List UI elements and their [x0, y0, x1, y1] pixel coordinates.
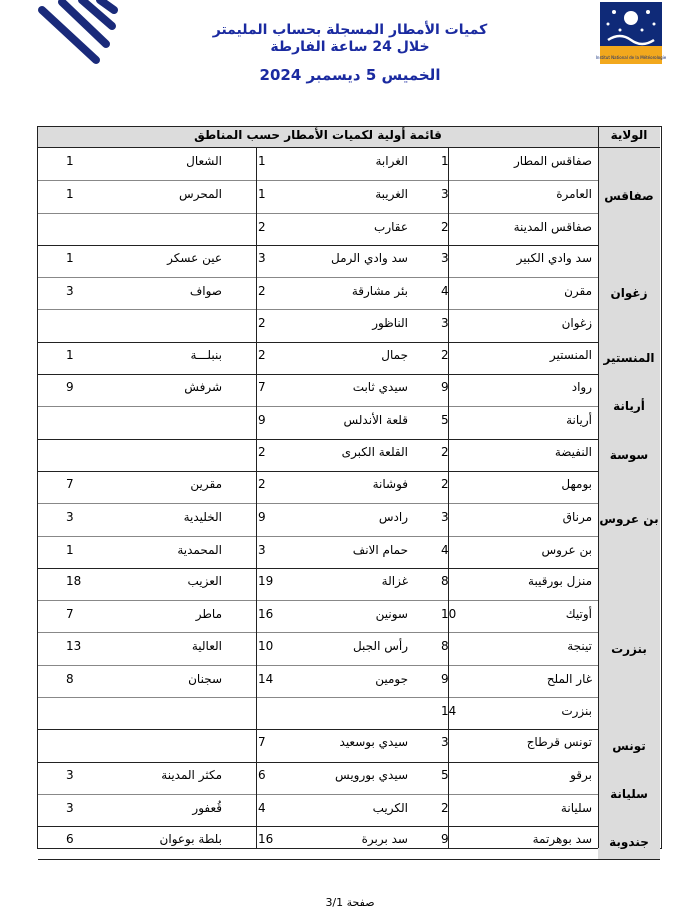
rainfall-value: 10 — [441, 607, 457, 622]
rainfall-value: 3 — [66, 510, 74, 525]
station-name: الغريبة — [375, 187, 408, 202]
page-number: صفحة 3/1 — [325, 896, 375, 909]
rainfall-value: 3 — [441, 735, 449, 750]
station-name: رادس — [378, 510, 408, 525]
rainfall-value: 7 — [66, 477, 74, 491]
rainfall-value: 3 — [66, 284, 74, 299]
governorate-group — [38, 826, 660, 859]
governorate-group — [38, 374, 660, 440]
governorate-group — [38, 729, 660, 762]
governorate-name: صفاقس — [598, 148, 660, 245]
governorate-name: المنستير — [598, 342, 660, 374]
title-line-1: كميات الأمطار المسجلة بحساب المليمتر — [212, 22, 488, 38]
table-row — [38, 794, 598, 827]
rainfall-value: 7 — [66, 607, 74, 622]
station-name: غار الملح — [546, 671, 592, 686]
station-name: العامرة — [556, 187, 592, 202]
governorate-name: جندوبة — [598, 826, 660, 858]
station-name: القلعة الكبرى — [341, 444, 408, 459]
station-name: المحرس — [179, 187, 222, 202]
station-name: زغوان — [561, 316, 592, 331]
station-name: مقرن — [564, 284, 592, 299]
rainfall-value: 8 — [441, 573, 449, 588]
rainfall-value: 2 — [441, 477, 449, 491]
rainfall-value: 2 — [258, 219, 266, 234]
report-date: الخميس 5 ديسمبر 2024 — [259, 66, 441, 84]
rainfall-value: 8 — [66, 671, 74, 686]
station-name: منزل بورقيبة — [528, 573, 592, 588]
table-row — [38, 826, 598, 858]
station-name: تينجة — [567, 639, 592, 654]
rainfall-value: 4 — [441, 284, 449, 299]
station-name: صواف — [189, 284, 222, 299]
table-row — [38, 374, 598, 406]
station-name: عقارب — [374, 219, 408, 234]
table-row — [38, 568, 598, 600]
station-name: أوتيك — [565, 607, 592, 622]
station-name: جومين — [375, 671, 408, 686]
governorate-name: سوسة — [598, 439, 660, 471]
station-name: رأس الجبل — [352, 639, 408, 654]
station-name: المنستير — [549, 347, 592, 362]
station-name: مقرين — [190, 477, 222, 491]
rainfall-value: 3 — [258, 250, 266, 265]
rainfall-value: 9 — [258, 510, 266, 525]
table-row — [38, 245, 598, 277]
station-name: بومهل — [561, 477, 592, 491]
inm-logo — [595, 2, 667, 64]
station-name: أريانة — [566, 413, 592, 428]
rainfall-value: 2 — [441, 800, 449, 815]
rainfall-value: 10 — [258, 639, 274, 654]
governorate-group — [38, 439, 660, 472]
station-name: بنزرت — [561, 704, 592, 719]
station-name: سد بربرة — [361, 832, 408, 847]
table-row — [38, 439, 598, 471]
rainfall-table — [37, 126, 662, 849]
governorate-group — [38, 342, 660, 375]
rainfall-value: 3 — [258, 542, 266, 557]
rainfall-value: 2 — [258, 347, 266, 362]
rainfall-value: 2 — [441, 444, 449, 459]
governorate-group — [38, 568, 660, 731]
table-row — [38, 600, 598, 633]
station-name: سليانة — [560, 800, 592, 815]
table-row — [38, 536, 598, 569]
governorate-name: سليانة — [598, 762, 660, 827]
governorate-name: بن عروس — [598, 471, 660, 568]
station-name: سيدي بورويس — [335, 767, 408, 782]
table-row — [38, 729, 598, 761]
station-name: العالية — [191, 639, 222, 654]
rainfall-value: 1 — [258, 187, 266, 202]
rainfall-value: 5 — [441, 413, 449, 428]
governorate-name: زغوان — [598, 245, 660, 342]
rainfall-value: 2 — [258, 284, 266, 299]
table-row — [38, 148, 598, 180]
station-name: بنبلـــة — [190, 347, 222, 362]
governorate-group — [38, 245, 660, 343]
table-caption: قائمة أولية لكميات الأمطار حسب المناطق — [194, 128, 442, 142]
table-row — [38, 632, 598, 665]
station-name: مكثر المدينة — [161, 767, 222, 782]
station-name: سيدي بوسعيد — [339, 735, 408, 750]
rainfall-value: 16 — [258, 607, 274, 622]
rainfall-value: 18 — [66, 573, 82, 588]
rainfall-value: 4 — [441, 542, 449, 557]
rainfall-value: 2 — [258, 316, 266, 331]
rainfall-value: 1 — [66, 542, 74, 557]
col-divider-governorate — [598, 127, 599, 848]
station-name: غزالة — [381, 573, 408, 588]
station-name: النفيضة — [554, 444, 592, 459]
governorate-group — [38, 762, 660, 828]
station-name: الناظور — [372, 316, 408, 331]
rainfall-value: 1 — [66, 347, 74, 362]
governorate-name: تونس — [598, 729, 660, 761]
station-name: العزيب — [187, 573, 222, 588]
rainfall-value: 19 — [258, 573, 274, 588]
rainfall-value: 3 — [66, 800, 74, 815]
station-name: بن عروس — [541, 542, 592, 557]
table-row — [38, 213, 598, 246]
rainfall-value: 3 — [66, 767, 74, 782]
rainfall-value: 8 — [441, 639, 449, 654]
rainfall-value: 4 — [258, 800, 266, 815]
station-name: سونين — [375, 607, 408, 622]
station-name: بئر مشارقة — [351, 284, 408, 299]
table-row — [38, 342, 598, 374]
station-name: سيدي ثابت — [352, 380, 408, 395]
rainfall-value: 13 — [66, 639, 82, 654]
rainfall-value: 9 — [258, 413, 266, 428]
station-name: المحمدية — [177, 542, 222, 557]
col-divider-block1 — [448, 148, 449, 848]
rainfall-value: 16 — [258, 832, 274, 847]
table-row — [38, 762, 598, 794]
station-name: قُعفور — [192, 800, 222, 815]
station-name: شرفش — [184, 380, 222, 395]
rainfall-value: 2 — [441, 219, 449, 234]
station-name: فوشانة — [372, 477, 408, 491]
governorate-group — [38, 471, 660, 569]
rainfall-value: 6 — [66, 832, 74, 847]
station-name: بلطة بوعوان — [159, 832, 222, 847]
station-name: الكريب — [372, 800, 408, 815]
station-name: صفاقس المطار — [514, 154, 592, 168]
station-name: تونس قرطاج — [526, 735, 592, 750]
diagonal-stripes-logo — [36, 0, 116, 66]
rainfall-value: 14 — [441, 704, 457, 719]
station-name: سد وادي الكبير — [516, 250, 592, 265]
rainfall-value: 7 — [258, 735, 266, 750]
table-row — [38, 697, 598, 730]
rainfall-value: 6 — [258, 767, 266, 782]
station-name: ماطر — [195, 607, 222, 622]
rainfall-value: 9 — [441, 671, 449, 686]
rainfall-value: 2 — [441, 347, 449, 362]
governorate-group — [38, 148, 660, 246]
rainfall-value: 5 — [441, 767, 449, 782]
station-name: صفاقس المدينة — [513, 219, 592, 234]
table-header — [38, 127, 660, 148]
station-name: سد بوهرتمة — [532, 832, 592, 847]
rainfall-value: 14 — [258, 671, 274, 686]
governorate-name: بنزرت — [598, 568, 660, 730]
station-name: برقو — [570, 767, 592, 782]
rainfall-value: 9 — [441, 832, 449, 847]
rainfall-value: 2 — [258, 444, 266, 459]
table-row — [38, 503, 598, 536]
governorate-header: الولاية — [610, 128, 648, 142]
station-name: رواد — [571, 380, 592, 395]
station-name: عين عسكر — [167, 250, 222, 265]
rainfall-value: 9 — [441, 380, 449, 395]
station-name: سد وادي الرمل — [331, 250, 408, 265]
rainfall-value: 1 — [258, 154, 266, 168]
table-row — [38, 665, 598, 698]
table-row — [38, 309, 598, 342]
rainfall-value: 2 — [258, 477, 266, 491]
rainfall-value: 3 — [441, 250, 449, 265]
table-row — [38, 277, 598, 310]
station-name: سجنان — [188, 671, 222, 686]
rainfall-value: 3 — [441, 510, 449, 525]
rainfall-value: 1 — [66, 154, 74, 168]
governorate-name: أريانة — [598, 374, 660, 439]
station-name: الغرابة — [375, 154, 408, 168]
title-line-2: خلال 24 ساعة الفارطة — [270, 39, 430, 55]
rainfall-value: 3 — [441, 316, 449, 331]
col-divider-block2 — [256, 148, 257, 848]
rainfall-value: 9 — [66, 380, 74, 395]
station-name: مرناق — [562, 510, 592, 525]
station-name: حمام الانف — [352, 542, 408, 557]
rainfall-value: 7 — [258, 380, 266, 395]
rainfall-value: 1 — [66, 250, 74, 265]
rainfall-value: 1 — [441, 154, 449, 168]
logo-caption: Institut National de la Météorologie — [595, 55, 667, 60]
station-name: الشعال — [186, 154, 222, 168]
station-name: الخليدية — [183, 510, 222, 525]
rainfall-value: 1 — [66, 187, 74, 202]
station-name: جمال — [381, 347, 408, 362]
table-row — [38, 180, 598, 213]
table-row — [38, 406, 598, 439]
station-name: قلعة الأندلس — [343, 413, 408, 428]
table-row — [38, 471, 598, 503]
rainfall-value: 3 — [441, 187, 449, 202]
